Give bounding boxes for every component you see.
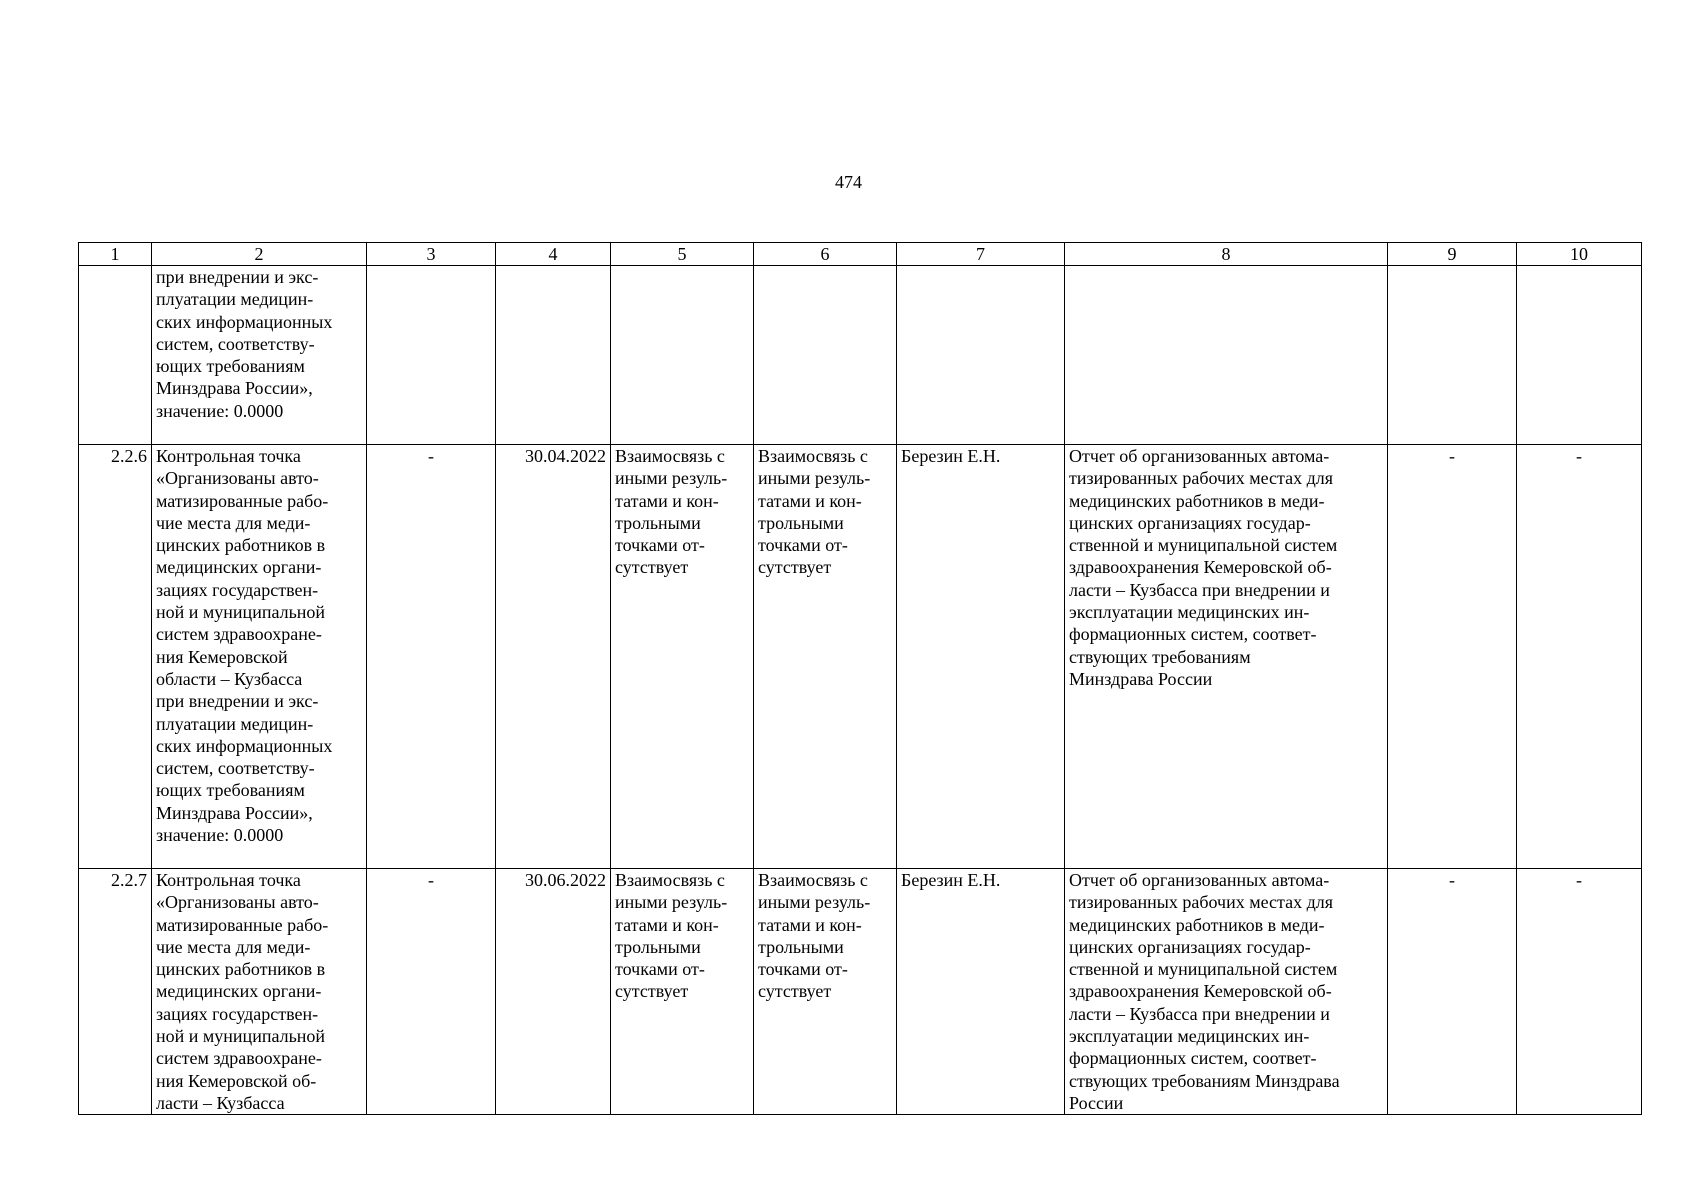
column-header: 9 bbox=[1388, 243, 1517, 266]
cell-col-9 bbox=[1388, 266, 1517, 445]
responsible-cell: Березин Е.Н. bbox=[897, 869, 1065, 1115]
cell-col-6: Взаимосвязь с иными резуль- татами и кон- трольными точками от- сутствует bbox=[754, 869, 897, 1115]
cell-col-3: - bbox=[367, 869, 496, 1115]
cell-col-10 bbox=[1517, 266, 1642, 445]
cell-col-5: Взаимосвязь с иными резуль- татами и кон- трольными точками от- сутствует bbox=[611, 445, 754, 869]
column-header: 5 bbox=[611, 243, 754, 266]
cell-col-10: - bbox=[1517, 445, 1642, 869]
cell-col-5 bbox=[611, 266, 754, 445]
cell-col-3: - bbox=[367, 445, 496, 869]
page-number: 474 bbox=[835, 172, 862, 192]
table-row bbox=[79, 869, 1642, 1115]
row-number-cell bbox=[79, 266, 152, 445]
cell-col-10: - bbox=[1517, 869, 1642, 1115]
date-cell bbox=[496, 266, 611, 445]
column-header: 2 bbox=[152, 243, 367, 266]
table-row bbox=[79, 266, 1642, 445]
column-header: 10 bbox=[1517, 243, 1642, 266]
date-cell: 30.06.2022 bbox=[496, 869, 611, 1115]
row-number-cell: 2.2.6 bbox=[79, 445, 152, 869]
column-header: 7 bbox=[897, 243, 1065, 266]
cell-col-6: Взаимосвязь с иными резуль- татами и кон- трольными точками от- сутствует bbox=[754, 445, 897, 869]
plan-table bbox=[78, 242, 1642, 1115]
responsible-cell bbox=[897, 266, 1065, 445]
cell-col-6 bbox=[754, 266, 897, 445]
date-cell: 30.04.2022 bbox=[496, 445, 611, 869]
column-header: 3 bbox=[367, 243, 496, 266]
column-header: 4 bbox=[496, 243, 611, 266]
table-header-row bbox=[79, 243, 1642, 266]
column-header: 6 bbox=[754, 243, 897, 266]
cell-col-3 bbox=[367, 266, 496, 445]
description-cell: Контрольная точка «Организованы авто- матизированные рабо- чие места для меди- цинских работников в медицинских органи- зациях государствен- ной и муниципальной систем здравоохране- ния Кемеровской об- ласти – Кузбасса bbox=[152, 869, 367, 1115]
document-cell bbox=[1065, 266, 1388, 445]
column-header: 1 bbox=[79, 243, 152, 266]
description-cell: Контрольная точка «Организованы авто- матизированные рабо- чие места для меди- цинских работников в медицинских органи- зациях государствен- ной и муниципальной систем здравоохране- ния Кемеровской области – Кузбасса при внедрении и экс- плуатации медицин- ских информационных систем, соответству- ющих требованиям Минздрава России», значение: 0.0000 bbox=[152, 445, 367, 869]
cell-col-5: Взаимосвязь с иными резуль- татами и кон- трольными точками от- сутствует bbox=[611, 869, 754, 1115]
cell-col-9: - bbox=[1388, 445, 1517, 869]
description-cell: при внедрении и экс- плуатации медицин- ских информационных систем, соответству- ющих требованиям Минздрава России», значение: 0.0000 bbox=[152, 266, 367, 445]
responsible-cell: Березин Е.Н. bbox=[897, 445, 1065, 869]
row-number-cell: 2.2.7 bbox=[79, 869, 152, 1115]
table-row bbox=[79, 445, 1642, 869]
cell-col-9: - bbox=[1388, 869, 1517, 1115]
column-header: 8 bbox=[1065, 243, 1388, 266]
document-cell: Отчет об организованных автома- тизированных рабочих местах для медицинских работников в меди- цинских организациях государ- ственной и муниципальной систем здравоохранения Кемеровской об- ласти – Кузбасса при внедрении и эксплуатации медицинских ин- формационных систем, соответ- ствующих требованиям Минздрава России bbox=[1065, 869, 1388, 1115]
document-cell: Отчет об организованных автома- тизированных рабочих местах для медицинских работников в меди- цинских организациях государ- ственной и муниципальной систем здравоохранения Кемеровской об- ласти – Кузбасса при внедрении и эксплуатации медицинских ин- формационных систем, соответ- ствующих требованиям Минздрава России bbox=[1065, 445, 1388, 869]
